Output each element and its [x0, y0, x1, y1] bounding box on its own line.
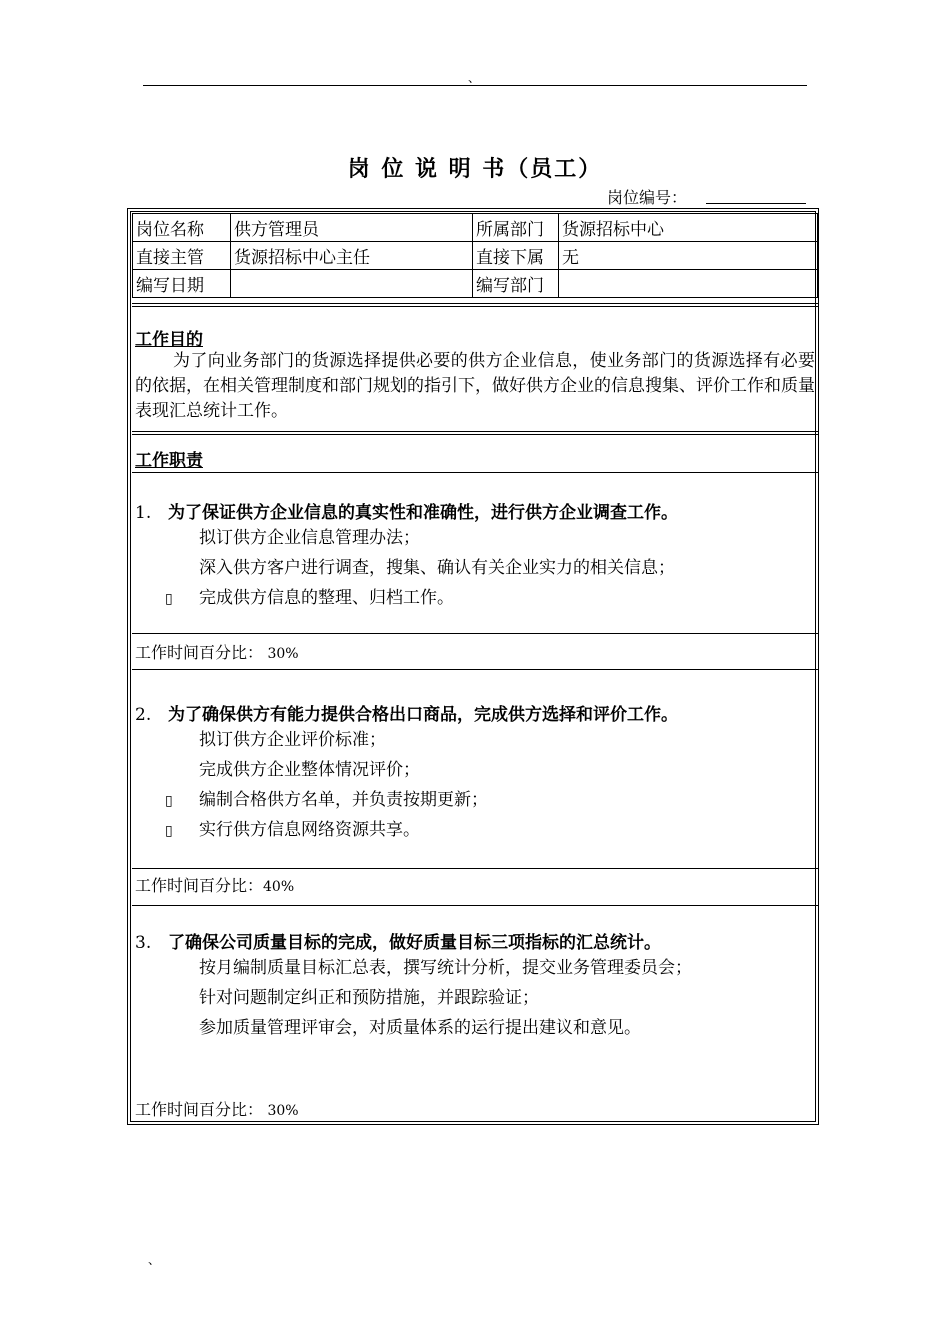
info-value: 供方管理员 [231, 214, 473, 242]
time-percentage-label: 工作时间百分比： [135, 1100, 264, 1119]
duty-title: 为了确保供方有能力提供合格出口商品，完成供方选择和评价工作。 [168, 705, 678, 725]
list-item [165, 785, 488, 810]
divider [132, 905, 818, 906]
duty-heading [135, 498, 678, 523]
info-table [132, 213, 818, 298]
page-title: 岗 位 说 明 书（员工） [347, 156, 603, 182]
double-divider [132, 303, 818, 307]
info-label: 岗位名称 [133, 214, 231, 242]
list-item-text: 完成供方信息的整理、归档工作。 [199, 588, 454, 608]
table-row [133, 270, 818, 298]
bullet-icon: ▯ [165, 591, 173, 607]
info-label: 所属部门 [473, 214, 559, 242]
time-percentage-value: 30% [263, 1103, 299, 1119]
list-item [165, 583, 454, 608]
divider [132, 472, 818, 473]
list-item-text: 参加质量管理评审会，对质量体系的运行提出建议和意见。 [199, 1018, 641, 1038]
bullet-icon: ▯ [165, 823, 173, 839]
duty-title: 为了保证供方企业信息的真实性和准确性，进行供方企业调查工作。 [168, 503, 678, 523]
info-value: 货源招标中心 [559, 214, 818, 242]
info-value [559, 270, 818, 298]
double-divider [132, 431, 818, 435]
duty-number: 2. [135, 705, 152, 725]
duties-heading: 工作职责 [135, 451, 203, 471]
list-item-text: 按月编制质量目标汇总表，撰写统计分析，提交业务管理委员会； [199, 958, 692, 978]
list-item [165, 983, 539, 1008]
list-item [165, 815, 420, 840]
time-percentage-label: 工作时间百分比： [135, 876, 264, 895]
time-percentage [135, 873, 294, 896]
list-item [165, 953, 692, 978]
info-label: 直接主管 [133, 242, 231, 270]
list-item-text: 拟订供方企业信息管理办法； [199, 528, 420, 548]
table-row [133, 242, 818, 270]
purpose-heading: 工作目的 [135, 330, 203, 350]
list-item-text: 深入供方客户进行调查，搜集、确认有关企业实力的相关信息； [199, 558, 675, 578]
duty-number: 3. [135, 933, 152, 953]
list-item [165, 553, 675, 578]
list-item-text: 编制合格供方名单，并负责按期更新； [199, 790, 488, 810]
info-value: 货源招标中心主任 [231, 242, 473, 270]
divider [132, 669, 818, 670]
header-rule [143, 85, 807, 86]
info-value [231, 270, 473, 298]
post-number-label: 岗位编号： [607, 188, 688, 207]
time-percentage [135, 1097, 299, 1120]
bullet-icon: ▯ [165, 793, 173, 809]
purpose-text: 为了向业务部门的货源选择提供必要的供方企业信息，使业务部门的货源选择有必要的依据，在相关管理制度和部门规划的指引下，做好供方企业的信息搜集、评价工作和质量表现汇总统计工作。 [135, 351, 815, 421]
duty-heading [135, 700, 678, 725]
list-item-text: 拟订供方企业评价标准； [199, 730, 386, 750]
time-percentage-value: 30% [263, 646, 299, 662]
divider [132, 868, 818, 869]
duty-title: 了确保公司质量目标的完成，做好质量目标三项指标的汇总统计。 [168, 933, 661, 953]
list-item-text: 针对问题制定纠正和预防措施，并跟踪验证； [199, 988, 539, 1008]
post-number-blank [706, 203, 806, 204]
list-item [165, 523, 420, 548]
info-label: 编写日期 [133, 270, 231, 298]
list-item [165, 755, 420, 780]
info-label: 编写部门 [473, 270, 559, 298]
table-row [133, 214, 818, 242]
duty-number: 1. [135, 503, 152, 523]
list-item [165, 1013, 641, 1038]
divider [132, 633, 818, 634]
time-percentage-label: 工作时间百分比： [135, 643, 264, 662]
bottom-mark: 、 [148, 1253, 161, 1267]
duty-heading [135, 928, 661, 953]
time-percentage-value: 40% [263, 879, 295, 895]
list-item [165, 725, 386, 750]
list-item-text: 完成供方企业整体情况评价； [199, 760, 420, 780]
list-item-text: 实行供方信息网络资源共享。 [199, 820, 420, 840]
top-mark: 、 [468, 71, 481, 85]
info-value: 无 [559, 242, 818, 270]
time-percentage [135, 640, 299, 663]
info-label: 直接下属 [473, 242, 559, 270]
